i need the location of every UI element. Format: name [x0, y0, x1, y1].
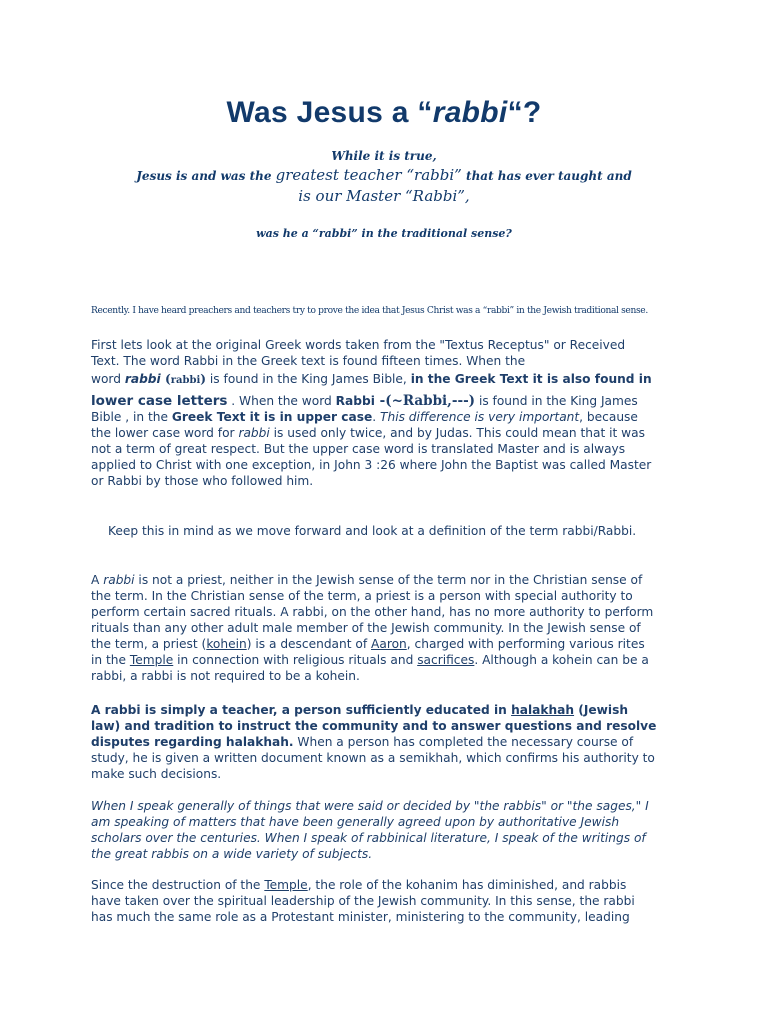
- p1-italic-text: This difference is very important: [380, 410, 580, 424]
- p1-line: First lets look at the original Greek words taken from the "Textus Receptus" or Received: [91, 338, 626, 352]
- p6-line: have taken over the spiritual leadership of the Jewish community. In this sense, the rabbi: [91, 894, 635, 908]
- p6-text: Since the destruction of the: [91, 878, 265, 892]
- p1-line: [91, 393, 691, 409]
- paragraph-rabbi-not-priest: [91, 572, 691, 684]
- p1-line: [91, 409, 691, 425]
- p1-text: Bible , in the: [91, 410, 172, 424]
- temple-link[interactable]: Temple: [264, 878, 308, 892]
- p5-line: scholars over the centuries. When I speak of rabbinical literature, I speak of the writings of: [91, 831, 646, 845]
- sacrifices-link[interactable]: sacrifices: [417, 653, 475, 667]
- temple-link[interactable]: Temple: [129, 653, 174, 667]
- p5-line: the great rabbis on a wide variety of subjects.: [91, 847, 373, 861]
- paragraph-keep-in-mind: Keep this in mind as we move forward and look at a definition of the term rabbi/Rabbi.: [108, 524, 637, 538]
- intro-question: was he a “rabbi” in the traditional sense?: [256, 227, 512, 240]
- p1-bold-text: Greek Text it is in upper case: [171, 410, 373, 424]
- p4-bold-text: disputes regarding halakhah.: [91, 735, 294, 749]
- p1-line: [91, 371, 691, 389]
- p5-line: am speaking of matters that have been generally agreed upon by authoritative Jewish: [91, 815, 620, 829]
- p6-line: [91, 877, 691, 893]
- p1-rabbi-word: rabbi: [124, 372, 161, 386]
- kohein-link[interactable]: kohein: [206, 637, 247, 651]
- p1-bold-text: in the Greek Text it is also found in: [410, 372, 652, 386]
- p3-text: the term, a priest (: [91, 637, 207, 651]
- p4-line: law) and tradition to instruct the community and to answer questions and resolve: [91, 719, 657, 733]
- p1-text: .: [372, 410, 381, 424]
- p4-line: [91, 734, 691, 750]
- p4-text: When a person has completed the necessary course of: [293, 735, 634, 749]
- page-title: [0, 96, 768, 130]
- p1-text: , because: [579, 410, 638, 424]
- intro-line-2-a: Jesus is and was the: [136, 169, 276, 183]
- p1-text: . When the word: [227, 394, 336, 408]
- p4-bold-text: (Jewish: [574, 703, 629, 717]
- title-suffix: “?: [507, 96, 542, 129]
- p6-line: has much the same role as a Protestant minister, ministering to the community, leading: [91, 910, 630, 924]
- p1-text: the lower case word for: [91, 426, 239, 440]
- p1-text: is found in the King James: [475, 394, 638, 408]
- p3-text: in connection with religious rituals and: [173, 653, 418, 667]
- paragraph-rabbi-teacher: [91, 702, 691, 782]
- p6-text: , the role of the kohanim has diminished, and rabbis: [307, 878, 627, 892]
- p3-text: is not a priest, neither in the Jewish sense of the term nor in the Christian sense of: [134, 573, 643, 587]
- p3-line: the term. In the Christian sense of the term, a priest is a person with special authority to: [91, 589, 633, 603]
- p3-text: , charged with performing various rites: [406, 637, 645, 651]
- intro-line-3: is our Master “Rabbi”,: [298, 187, 470, 205]
- title-prefix: Was Jesus a “: [226, 96, 433, 129]
- p3-line: rabbi, a rabbi is not required to be a kohein.: [91, 669, 360, 683]
- p3-line: [91, 652, 691, 668]
- p1-text: word: [91, 372, 125, 386]
- title-emphasis: rabbi: [432, 96, 508, 129]
- p1-line: or Rabbi by those who followed him.: [91, 474, 314, 488]
- intro-line-2-c: “rabbi”: [401, 166, 462, 184]
- p5-line: When I speak generally of things that were said or decided by "the rabbis" or "the sages," I: [91, 799, 649, 813]
- intro-line-2-d: that has ever taught and: [461, 169, 632, 183]
- p1-line: Text. The word Rabbi in the Greek text is found fifteen times. When the: [91, 354, 526, 368]
- p1-line: not a term of great respect. But the upper case word is translated Master and is always: [91, 442, 626, 456]
- p1-text: is used only twice, and by Judas. This could mean that it was: [269, 426, 645, 440]
- p3-text: ) is a descendant of: [246, 637, 372, 651]
- p3-text: A: [91, 573, 104, 587]
- p4-bold-text: A rabbi is simply a teacher, a person sufficiently educated in: [91, 703, 512, 717]
- p4-line: [91, 702, 691, 718]
- recently-note: Recently. I have heard preachers and teachers try to prove the idea that Jesus Christ was a “rabbi” in the Jewish traditional sense.: [91, 306, 648, 316]
- p3-line: rituals than any other adult male member of the Jewish community. In the Jewish sense of: [91, 621, 641, 635]
- p1-paren: (: [160, 372, 171, 386]
- p4-line: study, he is given a written document known as a semikhah, which confirms his authority to: [91, 751, 655, 765]
- p3-line: perform certain sacred rituals. A rabbi, on the other hand, has no more authority to perform: [91, 605, 654, 619]
- intro-line-1: While it is true,: [331, 149, 437, 163]
- p3-italic-text: rabbi: [103, 573, 135, 587]
- p4-line: make such decisions.: [91, 767, 222, 781]
- p3-text: in the: [91, 653, 130, 667]
- p1-text: is found in the King James Bible,: [206, 372, 411, 386]
- paragraph-greek-words: [91, 337, 691, 489]
- p1-greek-upper: -(~Rabbi,---): [374, 393, 476, 409]
- p3-line: [91, 572, 691, 588]
- paragraph-rabbis-sages: [91, 798, 691, 862]
- p1-italic-text: rabbi: [238, 426, 270, 440]
- aaron-link[interactable]: Aaron: [371, 637, 407, 651]
- p1-paren: ): [200, 372, 207, 386]
- p1-greek-rabbi: rabbi: [170, 375, 201, 386]
- p3-text: . Although a kohein can be a: [474, 653, 649, 667]
- paragraph-temple-destruction: [91, 877, 691, 925]
- p1-bold-text: Rabbi: [335, 394, 375, 408]
- intro-line-2: [0, 166, 768, 184]
- p3-line: [91, 636, 691, 652]
- halakhah-link[interactable]: halakhah: [511, 703, 575, 717]
- intro-line-2-b: greatest teacher: [275, 166, 402, 184]
- p1-bold-text: lower case letters: [91, 393, 228, 409]
- p1-line: [91, 425, 691, 441]
- p1-line: applied to Christ with one exception, in John 3 :26 where John the Baptist was called Master: [91, 458, 652, 472]
